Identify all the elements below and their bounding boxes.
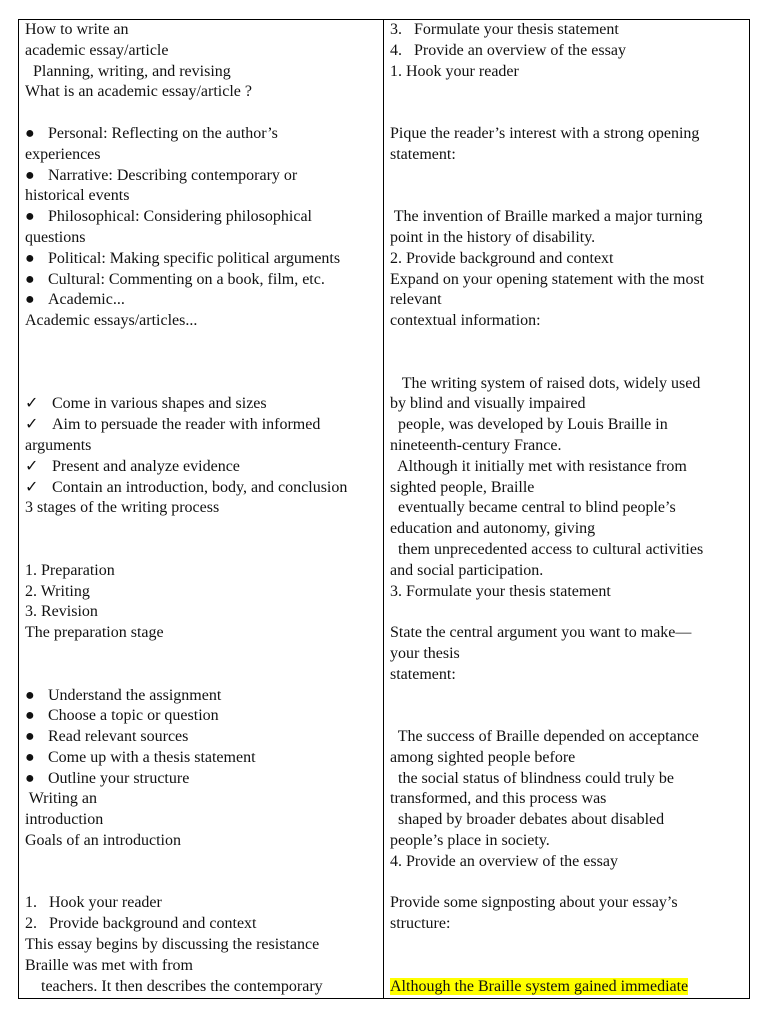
check-item: ✓ Come in various shapes and sizes (25, 394, 380, 415)
example-text: This essay begins by discussing the resistance (25, 936, 320, 954)
description-text: relevant (390, 291, 442, 309)
example-text: shaped by broader debates about disabled (390, 811, 665, 829)
section-heading: 1. Hook your reader (390, 62, 519, 80)
bullet-icon: ● (25, 270, 35, 288)
example-text: sighted people, Braille (390, 478, 535, 496)
section-heading: The preparation stage (25, 624, 164, 642)
section-heading: introduction (25, 811, 104, 829)
list-item: ● Philosophical: Considering philosophical (25, 207, 380, 228)
list-item-continuation: experiences (25, 145, 101, 163)
check-item: ✓ Aim to persuade the reader with informed (25, 415, 380, 436)
example-text: by blind and visually impaired (390, 395, 586, 413)
title-line: How to write an (25, 21, 129, 38)
check-item: ✓ Contain an introduction, body, and conclusion (25, 478, 380, 499)
list-item: ● Personal: Reflecting on the author’s (25, 124, 380, 145)
title-line: academic essay/article (25, 41, 169, 59)
right-column (390, 20, 742, 997)
list-item: ● Come up with a thesis statement (25, 748, 380, 769)
description-text: Expand on your opening statement with the most (390, 270, 705, 288)
bullet-icon: ● (25, 166, 35, 184)
example-text: people’s place in society. (390, 832, 550, 850)
example-text: people, was developed by Louis Braille in (390, 416, 668, 434)
list-item: ● Academic... (25, 290, 380, 311)
bullet-icon: ● (25, 769, 35, 787)
bullet-icon: ● (25, 707, 35, 725)
description-text: State the central argument you want to make— (390, 624, 692, 642)
example-text: Braille was met with from (25, 956, 193, 974)
description-text: contextual information: (390, 312, 541, 330)
checkmark-icon: ✓ (25, 395, 39, 413)
description-text: structure: (390, 915, 451, 933)
bullet-icon: ● (25, 728, 35, 746)
goal-item: 4. Provide an overview of the essay (390, 41, 626, 59)
highlighted-example-text (390, 977, 742, 998)
section-heading: 4. Provide an overview of the essay (390, 852, 618, 870)
list-item: ● Cultural: Commenting on a book, film, etc. (25, 270, 380, 291)
check-item: ✓ Present and analyze evidence (25, 457, 380, 478)
example-text: nineteenth-century France. (390, 436, 562, 454)
list-item: ● Read relevant sources (25, 727, 380, 748)
example-text: Although it initially met with resistance from (390, 457, 687, 475)
list-item: ● Choose a topic or question (25, 706, 380, 727)
description-text: your thesis (390, 644, 460, 662)
bullet-icon: ● (25, 208, 35, 226)
bullet-icon: ● (25, 291, 35, 309)
checkmark-icon: ✓ (25, 478, 39, 496)
stage-item: 2. Writing (25, 582, 90, 600)
example-text: transformed, and this process was (390, 790, 607, 808)
list-item: ● Narrative: Describing contemporary or (25, 166, 380, 187)
list-item: ● Understand the assignment (25, 686, 380, 707)
list-item: ● Political: Making specific political arguments (25, 249, 380, 270)
goal-item: 3. Formulate your thesis statement (390, 21, 619, 38)
section-heading: 3 stages of the writing process (25, 499, 220, 517)
text-highlight: Although the Braille system gained immediate (390, 977, 689, 995)
example-text: point in the history of disability. (390, 228, 596, 246)
example-text: The invention of Braille marked a major turning (390, 208, 703, 226)
bullet-icon: ● (25, 124, 35, 142)
section-heading: Goals of an introduction (25, 832, 181, 850)
question-heading: What is an academic essay/article ? (25, 83, 252, 101)
checkmark-icon: ✓ (25, 416, 39, 434)
section-heading: 2. Provide background and context (390, 249, 614, 267)
example-text: education and autonomy, giving (390, 520, 596, 538)
list-item-continuation: historical events (25, 187, 130, 205)
example-text: and social participation. (390, 561, 544, 579)
left-column (25, 20, 380, 997)
example-text: teachers. It then describes the contemporary (25, 977, 323, 995)
bullet-icon: ● (25, 249, 35, 267)
description-text: statement: (390, 665, 456, 683)
check-item-continuation: arguments (25, 436, 92, 454)
example-text: The writing system of raised dots, widely used (390, 374, 701, 392)
goal-item: 2. Provide background and context (25, 915, 257, 933)
bullet-icon: ● (25, 686, 35, 704)
description-text: Provide some signposting about your essay’s (390, 894, 678, 912)
example-text: among sighted people before (390, 748, 576, 766)
description-text: statement: (390, 145, 456, 163)
stage-item: 3. Revision (25, 603, 98, 621)
subtitle-line: Planning, writing, and revising (25, 62, 231, 80)
example-text: eventually became central to blind people’s (390, 499, 676, 517)
section-heading: 3. Formulate your thesis statement (390, 582, 611, 600)
stage-item: 1. Preparation (25, 561, 115, 579)
example-text: The success of Braille depended on acceptance (390, 728, 699, 746)
example-text: the social status of blindness could truly be (390, 769, 674, 787)
list-item: ● Outline your structure (25, 769, 380, 790)
checkmark-icon: ✓ (25, 457, 39, 475)
list-item-continuation: questions (25, 228, 86, 246)
example-text: them unprecedented access to cultural activities (390, 540, 704, 558)
section-heading: Writing an (25, 790, 97, 808)
description-text: Pique the reader’s interest with a strong opening (390, 124, 700, 142)
bullet-icon: ● (25, 748, 35, 766)
section-heading: Academic essays/articles... (25, 312, 198, 330)
goal-item: 1. Hook your reader (25, 894, 162, 912)
column-divider (383, 19, 384, 999)
